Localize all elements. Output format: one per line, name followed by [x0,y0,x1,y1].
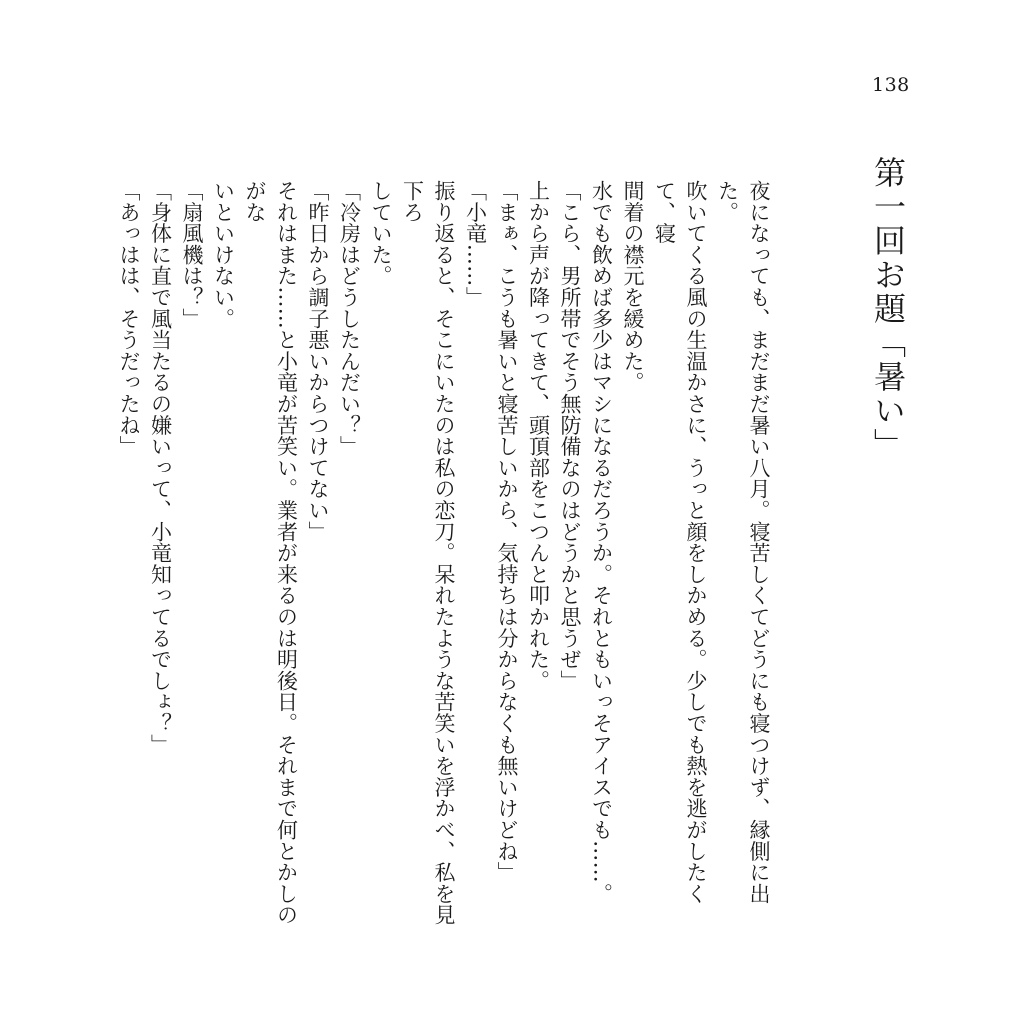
body-text [113,180,775,940]
text-line: 「小竜……」 [463,180,488,308]
text-line: していた。 [369,180,393,287]
text-line: 上から声が降ってきて、頭頂部をこつんと叩かれた。 [526,180,551,692]
text-line: 「あっはは、そうだったね」 [117,180,141,457]
text-line: 「昨日から調子悪いからつけてない」 [306,180,330,543]
text-line: 吹いてくる風の生温かさに、うっと顔をしかめる。少しでも熱を逃がしたくて、寝 [652,180,708,905]
text-line: 「こら、男所帯でそう無防備なのはどうかと思うぜ」 [558,180,582,692]
text-line: 「扇風機は？」 [180,180,204,330]
text-line: 水でも飲めば多少はマシになるだろうか。それともいっそアイスでも……。 [589,180,614,905]
text-line: 振り返ると、そこにいたのは私の恋刀。呆れたような苦笑いを浮かべ、私を見下ろ [400,180,456,926]
chapter-title: 第一回お題「暑い」 [869,156,907,462]
text-line: 「身体に直で風当たるの嫌いって、小竜知ってるでしょ？」 [148,180,173,756]
text-line: 夜になっても、まだまだ暑い八月。寝苦しくてどうにも寝つけず、縁側に出た。 [715,180,771,905]
text-line: 「まぁ、こうも暑いと寝苦しいから、気持ちは分からなくも無いけどね」 [495,180,519,883]
page-number: 138 [872,74,910,96]
text-line: 間着の襟元を緩めた。 [621,180,645,393]
text-line: 「冷房はどうしたんだい？」 [337,180,362,457]
text-line: それはまた……と小竜が苦笑い。業者が来るのは明後日。それまで何とかしのがな [243,180,299,926]
text-line: いといけない。 [211,180,236,330]
